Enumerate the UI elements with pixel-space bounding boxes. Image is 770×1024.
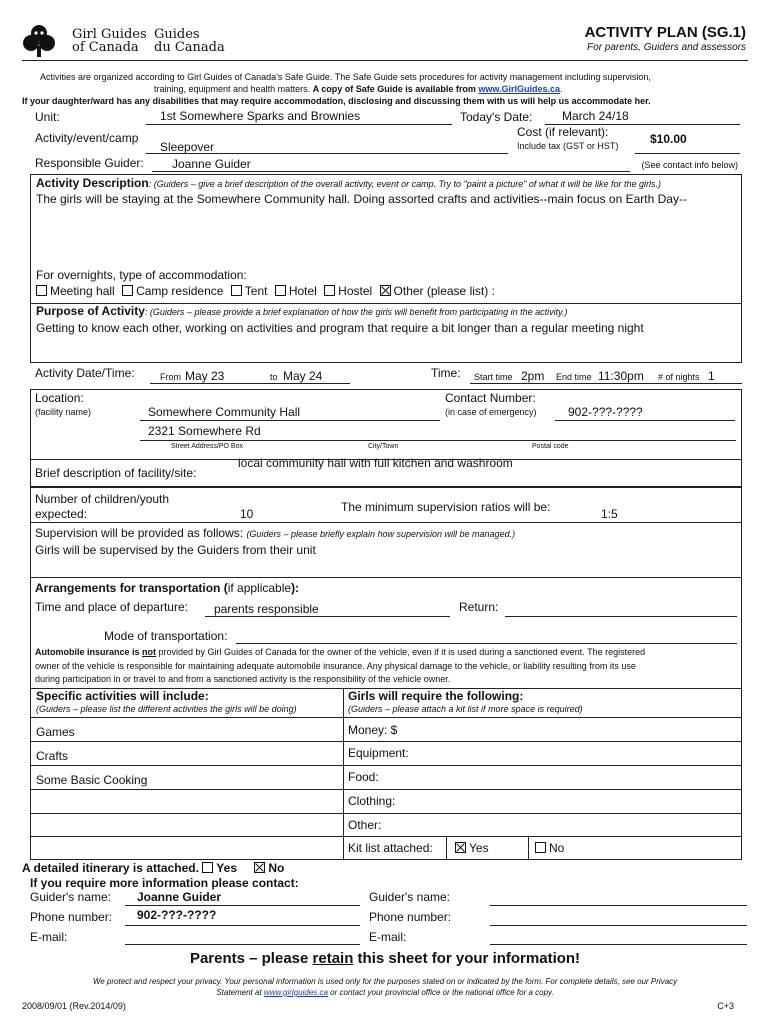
more-info-label: If you require more information please contact:: [30, 876, 299, 890]
grid-row-line: [30, 789, 742, 790]
contact-number-label: Contact Number:: [445, 391, 536, 405]
nights-field[interactable]: 1: [708, 369, 715, 383]
checkbox[interactable]: [535, 842, 546, 853]
itinerary-no-label: No: [268, 861, 285, 875]
other-field[interactable]: Other:: [348, 818, 382, 832]
revision-label: 2008/09/01 (Rev.2014/09): [22, 1001, 126, 1011]
grid-divider: [343, 688, 344, 860]
retain-text: Parents – please: [189, 950, 313, 967]
option-hotel[interactable]: [275, 284, 317, 298]
form-title: ACTIVITY PLAN (SG.1): [584, 24, 746, 41]
description-header: [36, 176, 661, 190]
end-label: End time: [556, 372, 592, 382]
children-label-1: Number of children/youth: [35, 492, 170, 506]
option-hostel[interactable]: [324, 284, 372, 298]
privacy-line1: We protect and respect your privacy. Your personal information is used only for the purposes stated on or indicated by the form. For complete details, see our Privacy: [92, 977, 678, 986]
unit-label: Unit:: [35, 110, 60, 124]
retain-emphasis: retain: [312, 950, 354, 967]
time-label: Time:: [431, 366, 461, 380]
nights-label: # of nights: [658, 372, 700, 382]
guider-underline: [152, 171, 630, 172]
kit-no-option[interactable]: [535, 841, 564, 855]
kit-list-label: Kit list attached:: [348, 841, 433, 855]
purpose-hint: : (Guiders – please provide a brief explanation of how the girls will benefit from participating in the activity.): [144, 307, 568, 317]
kit-yes-label: Yes: [469, 841, 489, 855]
end-time-field[interactable]: 11:30pm: [598, 369, 644, 383]
ratio-label: The minimum supervision ratios will be:: [341, 500, 551, 514]
activities-label: Specific activities will include:: [36, 689, 209, 703]
supervision-label: Supervision will be provided as follows:: [35, 526, 247, 540]
contact-phone-label: Phone number:: [30, 910, 113, 924]
contact-phone-field[interactable]: 902-???-????: [137, 908, 217, 922]
description-label: Activity Description: [36, 176, 149, 190]
option-meeting-hall[interactable]: [36, 284, 115, 298]
unit-underline: [146, 124, 452, 125]
datetime-label: Activity Date/Time:: [35, 366, 135, 380]
contact-underline: [125, 905, 360, 906]
option-other[interactable]: [380, 284, 495, 298]
address-underline: [140, 440, 736, 441]
facility-underline: [140, 420, 440, 421]
food-field[interactable]: Food:: [348, 770, 379, 784]
purpose-header: [36, 304, 567, 318]
checkbox[interactable]: [36, 285, 47, 296]
insurance-bold: Automobile insurance is: [35, 647, 143, 657]
checkbox[interactable]: [122, 285, 133, 296]
intro-line2-bold: A copy of Safe Guide is available from: [312, 84, 479, 94]
retain-text-end: this sheet for your information!: [353, 950, 581, 967]
cost-label: Cost (if relevant):: [517, 125, 609, 139]
form-code: C+3: [717, 1001, 734, 1011]
grid-row-line: [30, 765, 742, 766]
transport-label: Arrangements for transportation (: [35, 581, 228, 595]
intro-line2: [154, 84, 563, 94]
money-field[interactable]: Money: $: [348, 723, 398, 737]
grid-row-line: [30, 836, 742, 837]
option-label: Camp residence: [136, 284, 224, 298]
option-label: Meeting hall: [50, 284, 115, 298]
contact-number-field[interactable]: 902-???-????: [568, 405, 643, 419]
cost-underline: [635, 153, 740, 154]
intro-line1: Activities are organized according to Girl Guides of Canada's Safe Guide. The Safe Guide sets procedures for activity management including supervision,: [40, 72, 651, 82]
equipment-field[interactable]: Equipment:: [348, 746, 409, 760]
header-divider: [22, 60, 748, 61]
itinerary-yes-label: Yes: [216, 861, 237, 875]
description-field[interactable]: The girls will be staying at the Somewhere Community hall. Doing assorted crafts and activities--main focus on Earth Day--: [36, 192, 687, 206]
second-email-field[interactable]: [490, 944, 747, 945]
grid-row-line: [30, 813, 742, 814]
checkbox-checked[interactable]: [380, 285, 391, 296]
start-label: Start time: [474, 372, 513, 382]
transport-label-note: if applicable: [227, 581, 292, 595]
children-count-field[interactable]: 10: [240, 507, 254, 521]
form-subtitle: For parents, Guiders and assessors: [587, 42, 746, 53]
checkbox[interactable]: [202, 862, 213, 873]
children-label-2: expected:: [35, 507, 88, 521]
logo-fr-line1: Guides: [154, 27, 200, 42]
transport-header: [35, 581, 299, 595]
mode-label: Mode of transportation:: [104, 629, 228, 643]
option-label: Other (please list) :: [393, 284, 495, 298]
logo: [22, 24, 232, 58]
checkbox[interactable]: [324, 285, 335, 296]
location-label: Location:: [35, 391, 84, 405]
logo-fr-line2: du Canada: [154, 40, 225, 55]
description-hint: : (Guiders – give a brief description of the overall activity, event or camp. Try to "paint a picture" of what it will be like for the girls.): [148, 179, 661, 189]
itinerary-no-option[interactable]: [254, 861, 284, 875]
facility-description-field[interactable]: local community hall with full kitchen and washroom: [238, 456, 513, 470]
overnight-label: For overnights, type of accommodation:: [36, 268, 247, 282]
return-underline[interactable]: [505, 616, 737, 617]
city-caption: City/Town: [368, 443, 399, 450]
insurance-line2: owner of the vehicle is responsible for maintaining adequate automobile insurance. Any physical damage to the vehicle, or liability resulting from its use: [35, 661, 636, 671]
departure-field[interactable]: parents responsible: [214, 602, 319, 616]
supervision-hint: (Guiders – please briefly explain how supervision will be managed.): [246, 529, 516, 539]
contact-underline: [125, 925, 360, 926]
privacy-line2: [0, 988, 770, 997]
return-label: Return:: [459, 600, 499, 614]
from-date-field[interactable]: May 23: [185, 369, 225, 383]
insurance-line1: [35, 647, 645, 657]
kit-yes-option[interactable]: [455, 841, 489, 855]
activity-label: Activity/event/camp: [35, 131, 139, 145]
supervision-header: [35, 526, 515, 540]
activity-item[interactable]: Some Basic Cooking: [36, 773, 148, 787]
insurance-line3: during participation in or travel to and from a sanctioned activity is the responsibility of the vehicle owner.: [35, 674, 451, 684]
requirements-hint: (Guiders – please attach a kit list if more space is required): [348, 704, 583, 714]
privacy-link[interactable]: www.girlguides.ca: [263, 988, 328, 997]
clothing-field[interactable]: Clothing:: [348, 794, 396, 808]
street-caption: Street Address/PO Box: [171, 443, 243, 450]
activity-item[interactable]: Games: [36, 725, 75, 739]
mode-underline[interactable]: [236, 643, 737, 644]
grid-header-divider: [30, 717, 742, 718]
checkbox-checked[interactable]: [455, 842, 466, 853]
intro-line2-end: .: [560, 84, 563, 94]
ratio-field[interactable]: 1:5: [601, 507, 618, 521]
trefoil-icon: [22, 24, 56, 58]
itinerary-label: A detailed itinerary is attached.: [22, 861, 199, 875]
option-camp-residence[interactable]: [122, 284, 223, 298]
supervision-field[interactable]: Girls will be supervised by the Guiders from their unit: [35, 543, 316, 557]
intro-line2-text: training, equipment and health matters.: [154, 84, 313, 94]
departure-label: Time and place of departure:: [35, 600, 188, 614]
checkbox[interactable]: [231, 285, 242, 296]
facility-name-field[interactable]: Somewhere Community Hall: [148, 405, 301, 419]
girlguides-link[interactable]: www.GirlGuides.ca: [478, 84, 561, 94]
guider-label: Responsible Guider:: [35, 156, 144, 170]
checkbox[interactable]: [275, 285, 286, 296]
kit-no-label: No: [549, 841, 565, 855]
from-label: From: [160, 372, 181, 382]
purpose-field[interactable]: Getting to know each other, working on activities and program that require a bit longer than a regular meeting night: [36, 321, 644, 335]
itinerary-yes-option[interactable]: [202, 861, 237, 875]
to-label: to: [270, 372, 278, 382]
checkbox-checked[interactable]: [254, 862, 265, 873]
date-label: Today's Date:: [460, 110, 533, 124]
privacy-text-end: or contact your provincial office or the national office for a copy.: [327, 988, 554, 997]
logo-en-line1: Girl Guides: [72, 27, 147, 42]
postal-caption: Postal code: [532, 443, 569, 450]
accommodation-options: [36, 284, 495, 298]
second-guider-name-label: Guider's name:: [369, 890, 450, 904]
activity-underline: [146, 153, 508, 154]
activity-field[interactable]: Sleepover: [160, 140, 215, 154]
option-label: Tent: [244, 284, 268, 298]
facility-description-label: Brief description of facility/site:: [35, 466, 197, 480]
departure-underline: [205, 616, 450, 617]
privacy-text: Statement at: [216, 988, 264, 997]
itinerary-row: [22, 861, 284, 875]
insurance-not: not: [142, 647, 157, 657]
requirements-label: Girls will require the following:: [348, 689, 524, 703]
grid-row-line: [30, 741, 742, 742]
option-label: Hostel: [338, 284, 373, 298]
date-field[interactable]: March 24/18: [562, 109, 629, 123]
guider-field[interactable]: Joanne Guider: [172, 157, 251, 171]
contact-underline: [555, 420, 735, 421]
option-label: Hotel: [288, 284, 317, 298]
cost-field[interactable]: $10.00: [650, 132, 687, 146]
address-field[interactable]: 2321 Somewhere Rd: [148, 424, 261, 438]
option-tent[interactable]: [231, 284, 268, 298]
contact-guider-name-field[interactable]: Joanne Guider: [137, 890, 222, 904]
second-email-label: E-mail:: [369, 930, 407, 944]
logo-en-line2: of Canada: [72, 40, 139, 55]
second-phone-label: Phone number:: [369, 910, 452, 924]
purpose-label: Purpose of Activity: [36, 304, 145, 318]
time-underline: [470, 383, 742, 384]
emergency-label: (in case of emergency): [445, 407, 537, 417]
activity-item[interactable]: Crafts: [36, 749, 69, 763]
dates-underline: [150, 383, 350, 384]
second-phone-field[interactable]: [490, 925, 747, 926]
retain-notice: [0, 950, 770, 967]
transport-label-end: ):: [291, 581, 300, 595]
facility-name-label: (facility name): [35, 407, 92, 417]
kit-divider: [528, 836, 529, 860]
kit-divider: [446, 836, 447, 860]
tax-note: Include tax (GST or HST): [517, 141, 619, 151]
second-guider-name-field[interactable]: [490, 905, 747, 906]
contact-email-field[interactable]: [125, 944, 360, 945]
start-time-field[interactable]: 2pm: [521, 369, 545, 383]
contact-note: (See contact info below): [641, 160, 738, 170]
to-date-field[interactable]: May 24: [283, 369, 323, 383]
activities-hint: (Guiders – please list the different activities the girls will be doing): [36, 704, 297, 714]
unit-field[interactable]: 1st Somewhere Sparks and Brownies: [160, 109, 361, 123]
insurance-text: provided by Girl Guides of Canada for the owner of the vehicle, even if it is used during a sanctioned event. The registered: [156, 647, 646, 657]
intro-disability-note: If your daughter/ward has any disabilities that may require accommodation, disclosing and discussing them with us will help us accommodate her.: [22, 96, 651, 106]
contact-guider-name-label: Guider's name:: [30, 890, 111, 904]
contact-email-label: E-mail:: [30, 930, 68, 944]
